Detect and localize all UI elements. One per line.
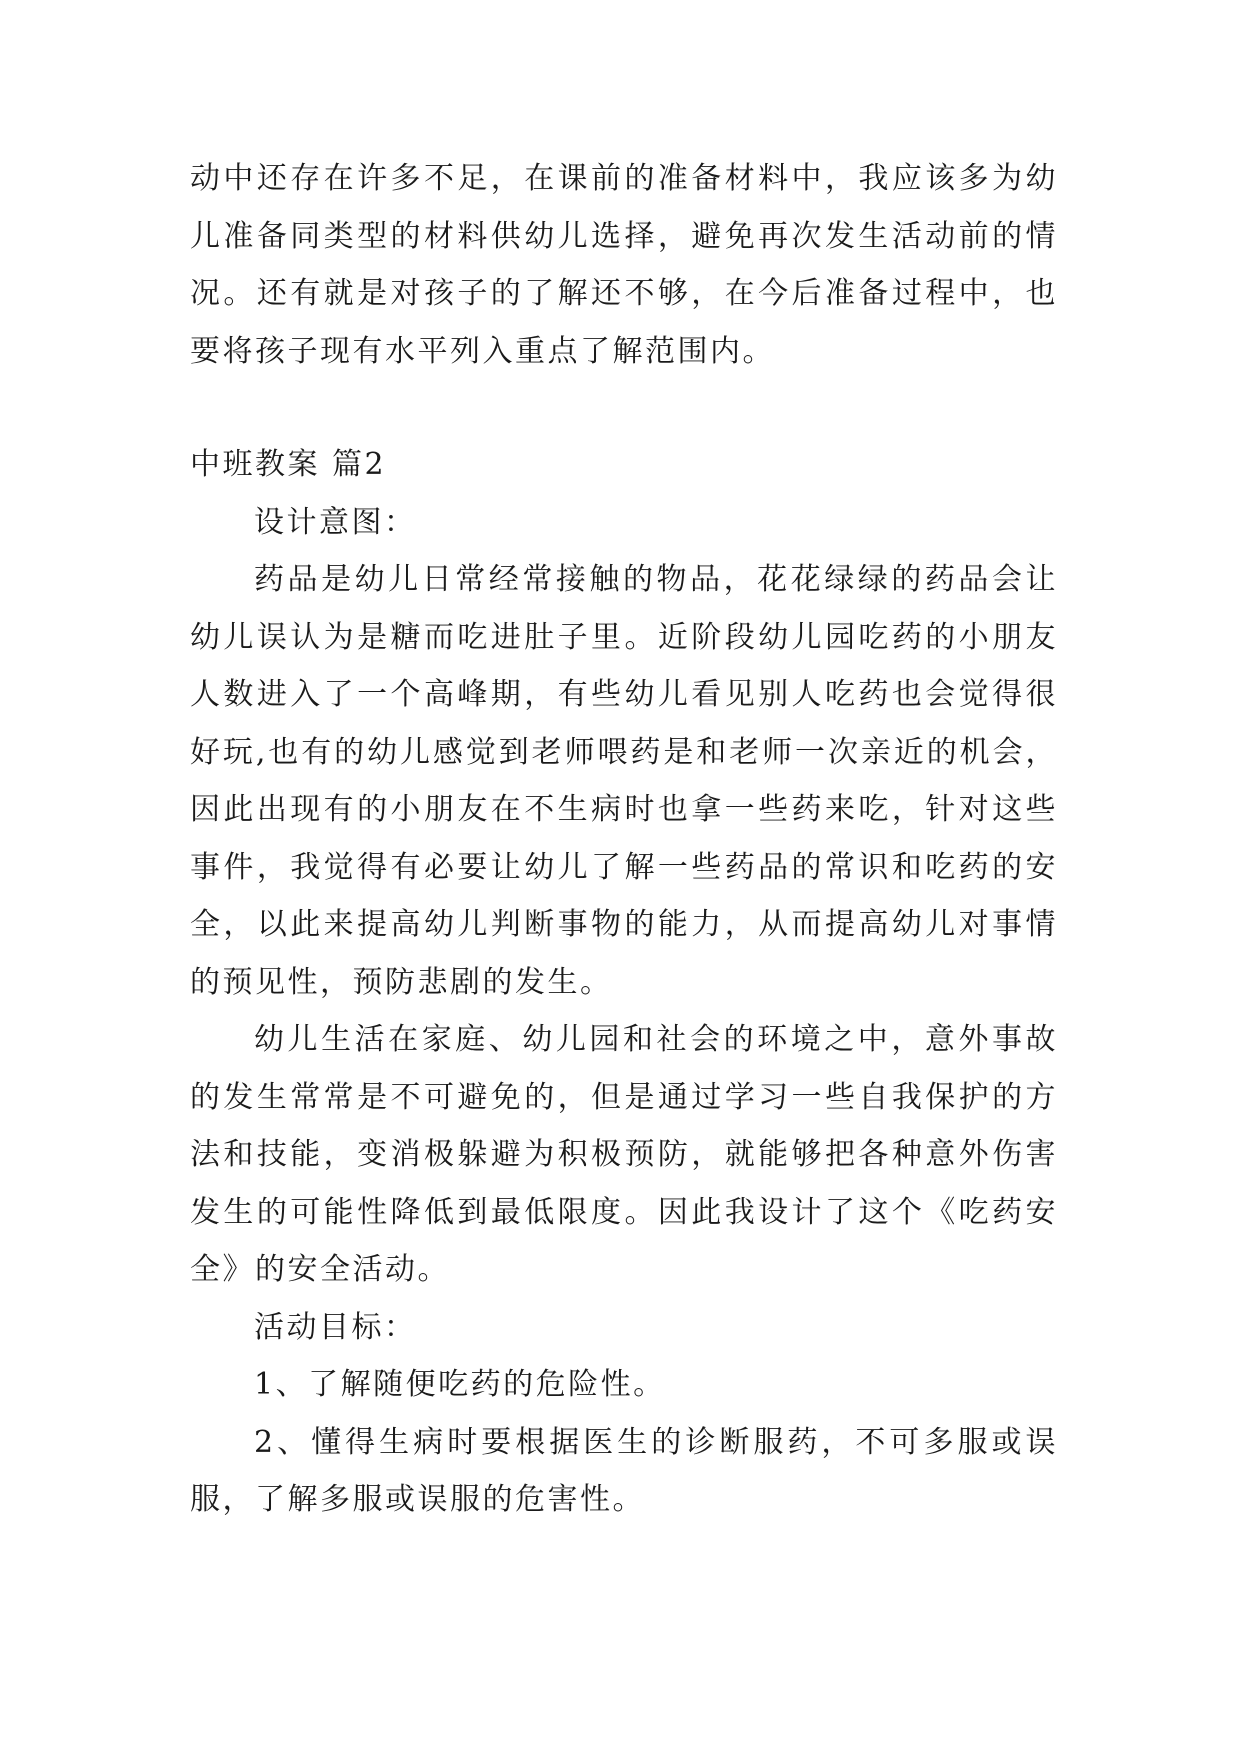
section-spacer [190,380,1058,436]
intro-paragraph: 动中还存在许多不足，在课前的准备材料中，我应该多为幼儿准备同类型的材料供幼儿选择，避免再次发生活动前的情况。还有就是对孩子的了解还不够，在今后准备过程中，也要将孩子现有水平列入重点了解范围内。 [190,161,1058,369]
section-title: 中班教案 篇2 [190,447,387,482]
objective-item-2: 2、懂得生病时要根据医生的诊断服药，不可多服或误服，了解多服或误服的危害性。 [190,1424,1058,1517]
design-intent-label: 设计意图： [254,504,417,540]
objectives-label: 活动目标： [254,1309,417,1345]
design-paragraph-1: 药品是幼儿日常经常接触的物品，花花绿绿的药品会让幼儿误认为是糖而吃进肚子里。近阶段幼儿园吃药的小朋友人数进入了一个高峰期，有些幼儿看见别人吃药也会觉得很好玩,也有的幼儿感觉到老师喂药是和老师一次亲近的机会，因此出现有的小朋友在不生病时也拿一些药来吃，针对这些事件，我觉得有必要让幼儿了解一些药品的常识和吃药的安全，以此来提高幼儿判断事物的能力，从而提高幼儿对事情的预见性，预防悲剧的发生。 [190,562,1058,1000]
objective-item-1: 1、了解随便吃药的危险性。 [254,1367,666,1402]
design-paragraph-2: 幼儿生活在家庭、幼儿园和社会的环境之中，意外事故的发生常常是不可避免的，但是通过学习一些自我保护的方法和技能，变消极躲避为积极预防，就能够把各种意外伤害发生的可能性降低到最低限度。因此我设计了这个《吃药安全》的安全活动。 [190,1022,1058,1287]
document-page [190,150,1058,1529]
